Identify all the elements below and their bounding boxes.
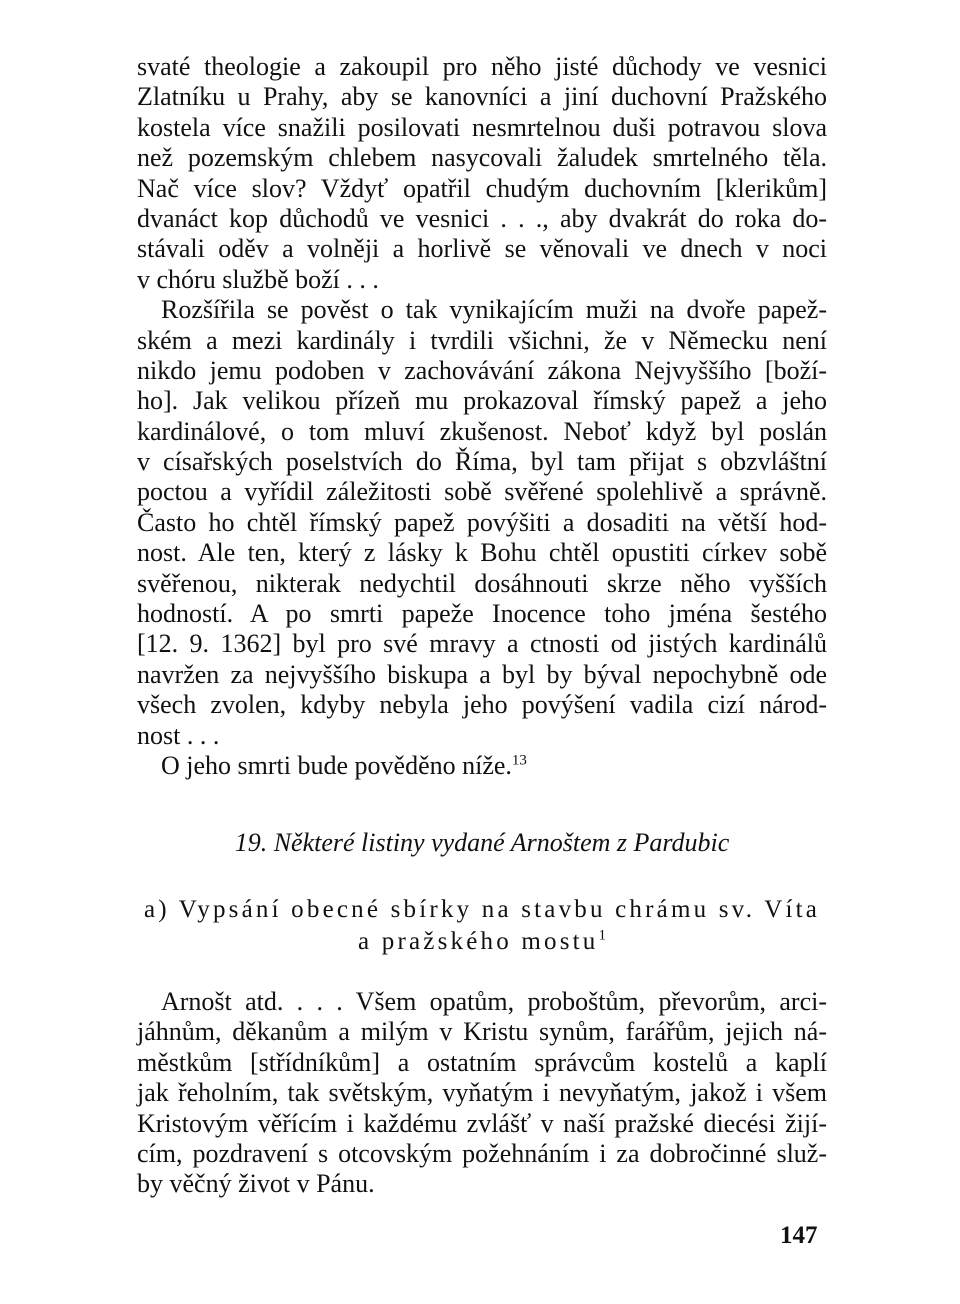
page-content: [137, 52, 827, 1199]
section-heading: 19. Některé listiny vydané Arnoštem z Pardubic: [234, 828, 730, 857]
text-line: by věčný život v Pánu.: [137, 1169, 375, 1199]
text-line: Zlatníku u Prahy, aby se kanovníci a jiní duchovní Pražského: [137, 82, 827, 112]
text-line: navržen za nejvyššího biskupa a byl by býval nepochybně ode: [137, 659, 827, 689]
text-line: jáhnům, děkanům a milým v Kristu synům, farářům, jejich ná-: [137, 1017, 827, 1047]
footnote-marker: 1: [598, 927, 606, 944]
text-line: v chóru službě boží . . .: [137, 264, 379, 294]
text-line: ském a mezi kardinály i tvrdili všichni, že v Německu není: [137, 325, 827, 355]
text-line: Arnošt atd. . . . Všem opatům, proboštům, převorům, arci-: [161, 987, 827, 1016]
text-line: poctou a vyřídil záležitosti sobě svěřené spolehlivě a správně.: [137, 477, 827, 507]
text-line: Kristovým věřícím i každému zvlášť v naší pražské diecési žijí-: [137, 1108, 827, 1138]
paragraph-3-text: O jeho smrti bude pověděno níže.: [161, 750, 512, 780]
subheading-line-2-wrap: [137, 926, 827, 958]
text-line: Rozšířila se pověst o tak vynikajícím muži na dvoře papež-: [161, 295, 827, 325]
text-line: městkům [střídníkům] a ostatním správcům kostelů a kaplí: [137, 1047, 827, 1077]
text-line: Často ho chtěl římský papež povýšiti a dosaditi na větší hod-: [137, 507, 827, 537]
text-line: než pozemským chlebem nasycovali žaludek smrtelného těla.: [137, 143, 827, 173]
text-line: všech zvolen, kdyby nebyla jeho povýšení vadila cizí národ-: [137, 690, 827, 720]
text-line: cím, pozdravení s otcovským požehnáním i za dobročinné služ-: [137, 1138, 827, 1168]
text-line: kardinálové, o tom mluví zkušenost. Neboť když byl poslán: [137, 416, 827, 446]
text-line: jak řeholním, tak světským, vyňatým i nevyňatým, jakož i všem: [137, 1078, 827, 1108]
text-line: Nač více slov? Vždyť opatřil chudým duchovním [klerikům]: [137, 173, 827, 203]
paragraph-1: [137, 52, 827, 295]
text-line: dvanáct kop důchodů ve vesnici . . ., aby dvakrát do roka do-: [137, 203, 827, 233]
paragraph-4: [137, 987, 827, 1200]
text-line: svěřenou, nikterak nedychtil dosáhnouti skrze něho vyšších: [137, 568, 827, 598]
paragraph-3: [137, 751, 827, 781]
text-line: nost. Ale ten, který z lásky k Bohu chtěl opustiti církev sobě: [137, 538, 827, 568]
text-line: hodností. A po smrti papeže Inocence toho jména šestého: [137, 599, 827, 629]
text-line: stávali oděv a volněji a horlivě se věnovali ve dnech v noci: [137, 234, 827, 264]
text-line: nikdo jemu podoben v zachovávání zákona Nejvyššího [boží-: [137, 355, 827, 385]
text-line: kostela více snažili posilovati nesmrtelnou duši potravou slova: [137, 112, 827, 142]
subheading-line-1: a) Vypsání obecné sbírky na stavbu chrámu sv. Víta: [143, 896, 821, 923]
text-line: v císařských poselstvích do Říma, byl tam přijat s obzvláštní: [137, 447, 827, 477]
subheading: [137, 894, 827, 958]
text-line: ho]. Jak velikou přízeň mu prokazoval římský papež a jeho: [137, 386, 827, 416]
text-line: svaté theologie a zakoupil pro něho jisté důchody ve vesnici: [137, 52, 827, 81]
footnote-marker: 13: [511, 752, 527, 769]
subheading-line-2: a pražského mostu: [358, 928, 599, 955]
text-line: nost . . .: [137, 720, 220, 750]
page-number: 147: [780, 1222, 818, 1249]
paragraph-2: [137, 295, 827, 751]
text-line: [12. 9. 1362] byl pro své mravy a ctnosti od jistých kardinálů: [137, 629, 827, 659]
